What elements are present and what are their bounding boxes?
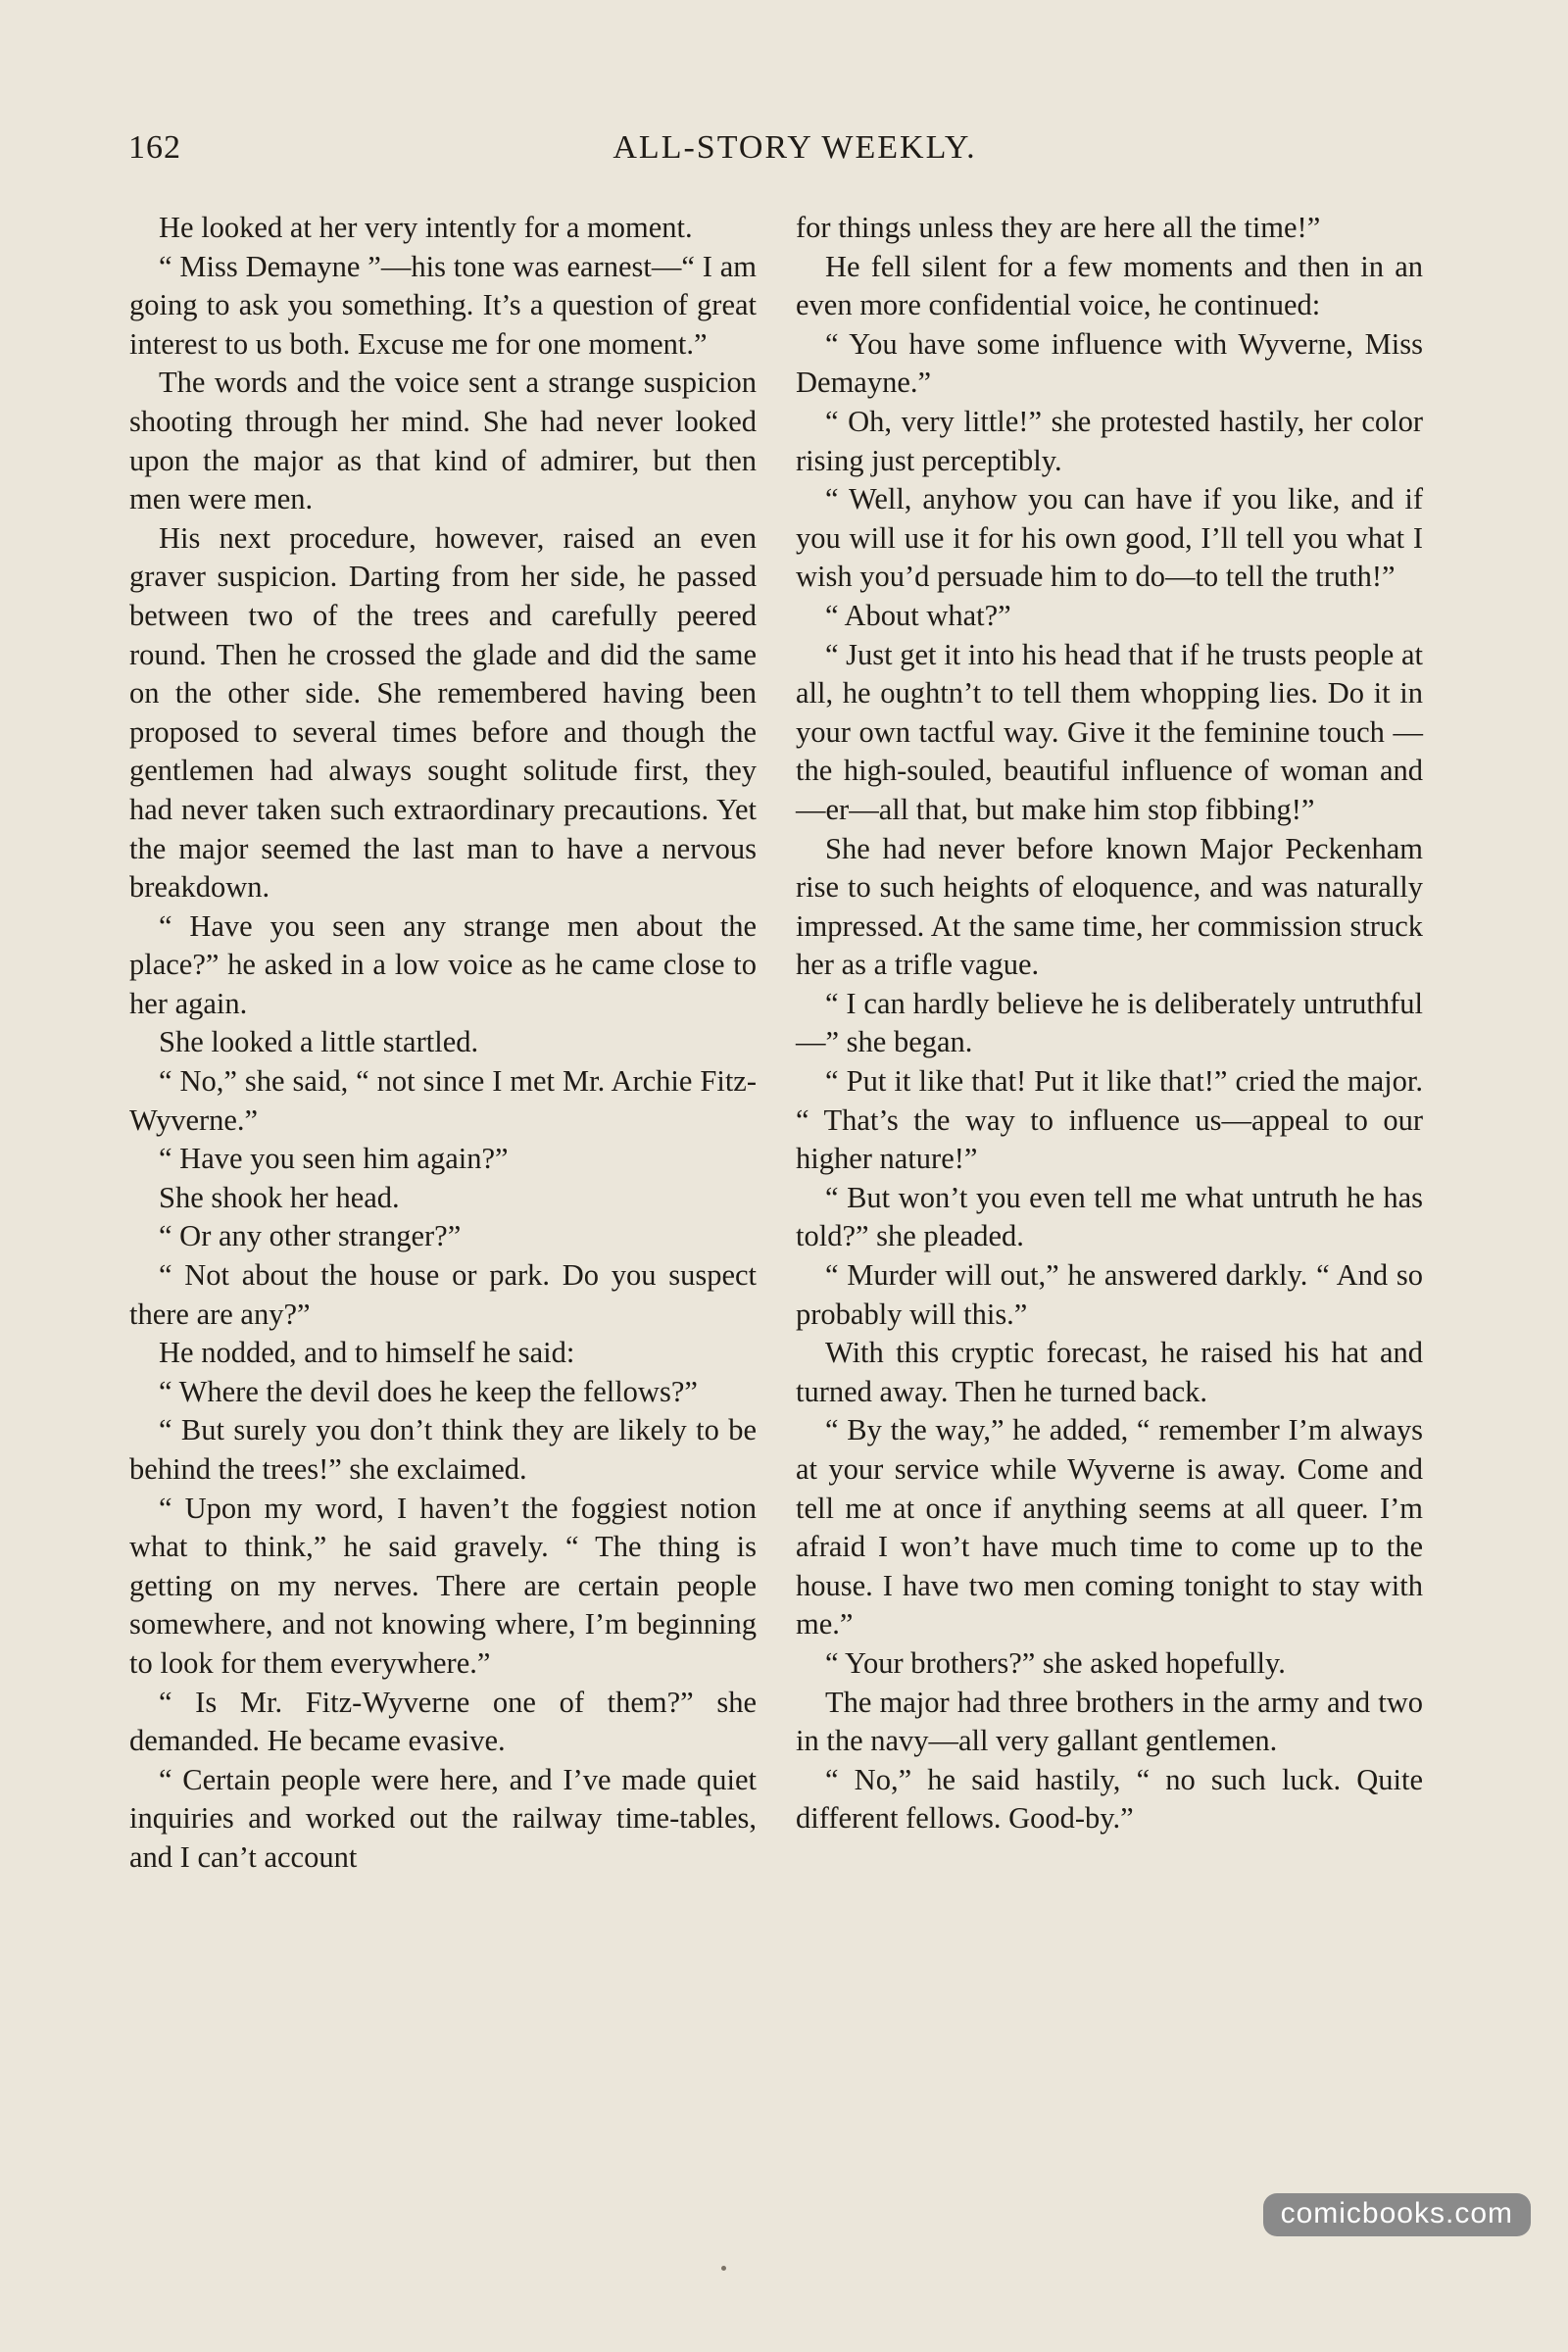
- paragraph: “ Upon my word, I haven’t the foggiest notion what to think,” he said gravely. “ The thing is getting on my nerves. There are certain people somewhere, and not knowing where, I’m beginning to look for them everywhere.”: [129, 1491, 757, 1680]
- paragraph: “ Certain people were here, and I’ve made quiet inquiries and worked out the railway time-tables, and I can’t account: [129, 1762, 757, 1874]
- ink-speck: [721, 2266, 726, 2271]
- paragraph: “ Is Mr. Fitz-Wyverne one of them?” she demanded. He became evasive.: [129, 1685, 757, 1758]
- paragraph: “ Not about the house or park. Do you suspect there are any?”: [129, 1258, 757, 1331]
- paragraph: “ Murder will out,” he answered darkly. “ And so probably will this.”: [796, 1258, 1423, 1331]
- paragraph: “ Just get it into his head that if he trusts people at all, he oughtn’t to tell them whopping lies. Do it in your own tactful way. Give it the feminine touch —the high-souled, beautiful influence of woman and—er—all that, but make him stop fibbing!”: [796, 637, 1423, 826]
- right-column: [796, 209, 1423, 1838]
- paragraph: He fell silent for a few moments and then in an even more confidential voice, he continued:: [796, 249, 1423, 322]
- paragraph: With this cryptic forecast, he raised his hat and turned away. Then he turned back.: [796, 1336, 1423, 1408]
- paragraph: His next procedure, however, raised an even graver suspicion. Darting from her side, he passed between two of the trees and carefully peered round. Then he crossed the glade and did the same on the other side. She remembered having been proposed to several times before and though the gentlemen had always sought solitude first, they had never taken such extraordinary precautions. Yet the major seemed the last man to have a nervous breakdown.: [129, 520, 757, 905]
- paragraph: “ Well, anyhow you can have if you like, and if you will use it for his own good, I’ll tell you what I wish you’d persuade him to do—to tell the truth!”: [796, 482, 1423, 594]
- paragraph: The words and the voice sent a strange suspicion shooting through her mind. She had never looked upon the major as that kind of admirer, but then men were men.: [129, 366, 757, 516]
- page-header: [128, 129, 1461, 180]
- paragraph: She shook her head.: [159, 1180, 400, 1214]
- paragraph: “ You have some influence with Wyverne, Miss Demayne.”: [796, 326, 1423, 400]
- paragraph: “ But surely you don’t think they are likely to be behind the trees!” she exclaimed.: [129, 1413, 757, 1486]
- paragraph: “ Or any other stranger?”: [159, 1219, 462, 1253]
- paragraph: “ By the way,” he added, “ remember I’m always at your service while Wyverne is away. Come and tell me at once if anything seems at all queer. I’m afraid I won’t have much time to come up to the house. I have two men coming tonight to stay with me.”: [796, 1413, 1423, 1642]
- paragraph: He nodded, and to himself he said:: [159, 1336, 575, 1370]
- left-column: [129, 209, 757, 1878]
- paragraph: “ About what?”: [825, 598, 1011, 632]
- running-title: ALL-STORY WEEKLY.: [612, 129, 977, 166]
- paragraph: She had never before known Major Peckenham rise to such heights of eloquence, and was naturally impressed. At the same time, her commission struck her as a trifle vague.: [796, 831, 1423, 982]
- watermark-logo: comicbooks.com: [1263, 2193, 1531, 2236]
- paragraph: “ Where the devil does he keep the fellows?”: [159, 1374, 698, 1408]
- paragraph: “ Oh, very little!” she protested hastily, her color rising just perceptibly.: [796, 404, 1423, 477]
- paragraph: “ But won’t you even tell me what untruth he has told?” she pleaded.: [796, 1180, 1423, 1253]
- paragraph: “ I can hardly believe he is deliberately untruthful—” she began.: [796, 986, 1423, 1059]
- paragraph: He looked at her very intently for a moment.: [159, 211, 693, 244]
- page-number: 162: [128, 129, 181, 166]
- paragraph: “ Miss Demayne ”—his tone was earnest—“ I am going to ask you something. It’s a question of great interest to us both. Excuse me for one moment.”: [129, 249, 757, 361]
- paragraph: The major had three brothers in the army and two in the navy—all very gallant gentlemen.: [796, 1685, 1423, 1758]
- paragraph: “ Your brothers?” she asked hopefully.: [825, 1645, 1286, 1680]
- paragraph: “ Have you seen him again?”: [159, 1142, 509, 1176]
- paragraph: “ Put it like that! Put it like that!” cried the major. “ That’s the way to influence us—appeal to our higher nature!”: [796, 1064, 1423, 1176]
- paragraph: for things unless they are here all the time!”: [796, 211, 1321, 244]
- paragraph: “ No,” she said, “ not since I met Mr. Archie Fitz-Wyverne.”: [129, 1064, 757, 1137]
- paragraph: She looked a little startled.: [159, 1025, 479, 1059]
- paragraph: “ Have you seen any strange men about the place?” he asked in a low voice as he came close to her again.: [129, 908, 757, 1020]
- paragraph: “ No,” he said hastily, “ no such luck. Quite different fellows. Good-by.”: [796, 1762, 1423, 1836]
